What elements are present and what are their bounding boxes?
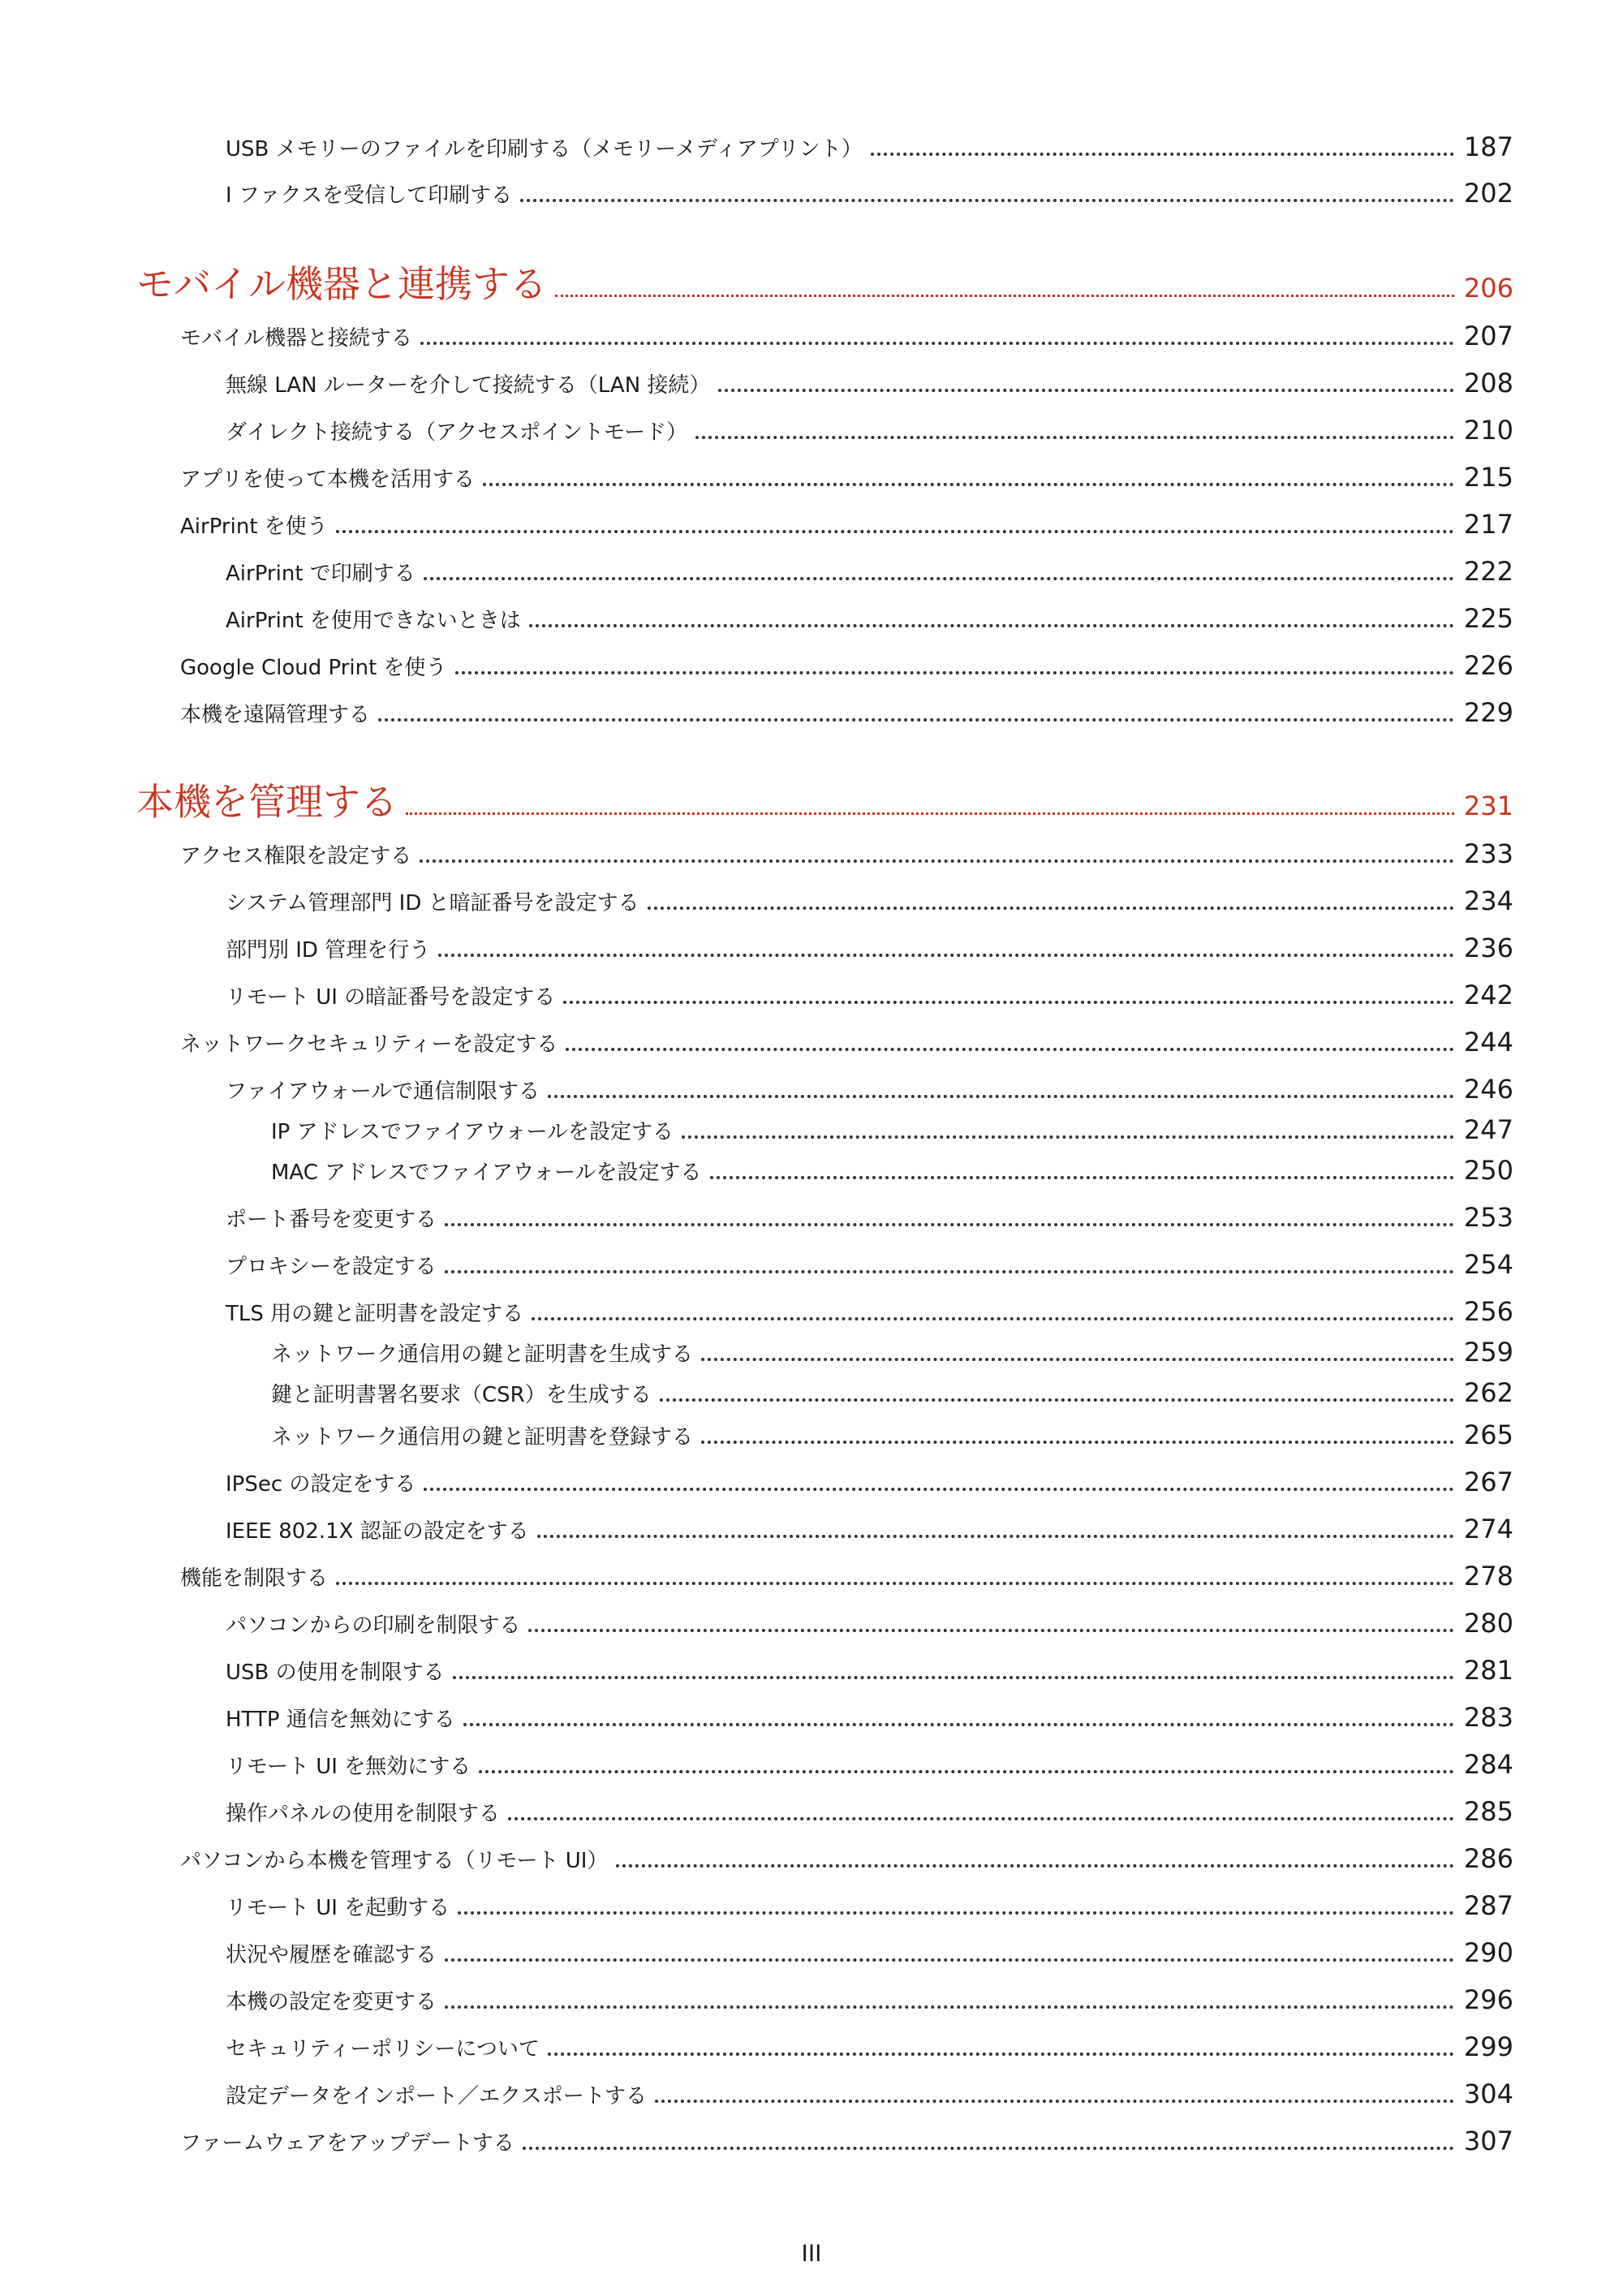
toc-entry[interactable] — [226, 1199, 1513, 1236]
toc-entry-page: 278 — [1463, 1561, 1513, 1592]
toc-entry-page: 242 — [1463, 980, 1513, 1010]
dot-leader — [483, 483, 1454, 486]
dot-leader — [479, 1770, 1454, 1773]
toc-entry-title: モバイル機器と接続する — [180, 326, 413, 351]
toc-entry[interactable] — [226, 1746, 1513, 1783]
toc-entry[interactable] — [226, 976, 1513, 1014]
toc-entry[interactable] — [271, 1112, 1513, 1148]
toc-entry-title: IP アドレスでファイアウォールを設定する — [271, 1120, 674, 1144]
toc-entry[interactable] — [226, 411, 1513, 449]
dot-leader — [563, 1001, 1454, 1004]
toc-entry[interactable] — [180, 835, 1513, 872]
toc-entry[interactable] — [226, 929, 1513, 967]
dot-leader — [682, 1135, 1454, 1139]
toc-entry-page: 246 — [1463, 1074, 1513, 1105]
toc-entry-title: USB メモリーのファイルを印刷する（メモリーメディアプリント） — [226, 137, 863, 162]
toc-entry-title: 機能を制限する — [180, 1566, 329, 1591]
toc-entry-page: 215 — [1463, 462, 1513, 493]
toc-entry[interactable] — [226, 2075, 1513, 2113]
dot-leader — [438, 954, 1454, 957]
toc-entry[interactable] — [271, 1152, 1513, 1188]
toc-entry-title: TLS 用の鍵と証明書を設定する — [226, 1302, 524, 1326]
dot-leader — [420, 859, 1454, 863]
dot-leader — [445, 1270, 1454, 1273]
toc-entry-title: ネットワーク通信用の鍵と証明書を登録する — [271, 1425, 694, 1450]
dot-leader — [523, 2147, 1454, 2150]
toc-entry-page: 280 — [1463, 1608, 1513, 1639]
toc-entry[interactable] — [180, 459, 1513, 496]
toc-entry-page: 256 — [1463, 1296, 1513, 1327]
toc-entry-title: AirPrint で印刷する — [226, 562, 415, 586]
dot-leader — [616, 1864, 1454, 1867]
toc-entry[interactable] — [226, 1463, 1513, 1501]
toc-entry[interactable] — [226, 1605, 1513, 1642]
toc-entry-page: 290 — [1463, 1937, 1513, 1968]
toc-entry[interactable] — [226, 174, 1513, 212]
dot-leader — [455, 671, 1454, 674]
toc-entry-page: 274 — [1463, 1514, 1513, 1544]
dot-leader — [378, 718, 1454, 722]
toc-entry-page: 304 — [1463, 2078, 1513, 2109]
toc-entry[interactable] — [180, 2122, 1513, 2160]
dot-leader — [529, 624, 1454, 627]
toc-entry-page: 206 — [1463, 273, 1513, 304]
dot-leader — [537, 1535, 1454, 1538]
toc-entry-page: 234 — [1463, 885, 1513, 916]
toc-entry-title: モバイル機器と連携する — [136, 262, 547, 306]
dot-leader — [336, 530, 1454, 533]
toc-entry-page: 187 — [1463, 131, 1513, 162]
dot-leader — [566, 1048, 1454, 1051]
toc-entry[interactable] — [226, 600, 1513, 637]
toc-entry-page: 226 — [1463, 650, 1513, 681]
toc-entry[interactable] — [226, 1510, 1513, 1548]
dot-leader — [336, 1582, 1454, 1585]
toc-entry-page: 286 — [1463, 1843, 1513, 1874]
dot-leader — [718, 389, 1453, 392]
toc-entry[interactable] — [226, 1699, 1513, 1736]
toc-entry[interactable] — [226, 1793, 1513, 1830]
dot-leader — [458, 1911, 1454, 1915]
toc-entry[interactable] — [180, 506, 1513, 543]
toc-entry[interactable] — [226, 882, 1513, 920]
toc-entry-title: 本機の設定を変更する — [226, 1990, 437, 2014]
toc-entry[interactable] — [226, 128, 1513, 166]
page-number: III — [801, 2240, 822, 2267]
toc-entry-title: 部門別 ID 管理を行う — [226, 938, 431, 963]
toc-entry-page: 287 — [1463, 1890, 1513, 1921]
dot-leader — [532, 1317, 1454, 1320]
dot-leader — [520, 199, 1454, 202]
toc-entry-title: Google Cloud Print を使う — [180, 656, 447, 680]
toc-entry-title: アクセス権限を設定する — [180, 844, 412, 868]
toc-entry-page: 222 — [1463, 556, 1513, 587]
dot-leader — [420, 342, 1454, 345]
toc-entry[interactable] — [180, 647, 1513, 684]
toc-entry-title: リモート UI を起動する — [226, 1896, 450, 1920]
toc-entry-title: セキュリティーポリシーについて — [226, 2037, 540, 2061]
dot-leader — [453, 1676, 1454, 1679]
toc-entry-page: 208 — [1463, 368, 1513, 398]
dot-leader — [445, 2005, 1454, 2009]
toc-entry[interactable] — [180, 1023, 1513, 1061]
dot-leader — [655, 2100, 1454, 2103]
dot-leader — [548, 1095, 1454, 1098]
toc-entry-page: 283 — [1463, 1702, 1513, 1733]
toc-entry-page: 262 — [1463, 1377, 1513, 1408]
toc-entry-title: ポート番号を変更する — [226, 1208, 437, 1232]
toc-entry[interactable] — [271, 1334, 1513, 1370]
toc-entry-title: ネットワーク通信用の鍵と証明書を生成する — [271, 1342, 694, 1367]
toc-entry-page: 210 — [1463, 415, 1513, 446]
toc-entry-page: 202 — [1463, 178, 1513, 209]
toc-entry-title: システム管理部門 ID と暗証番号を設定する — [226, 891, 639, 915]
toc-entry-title: 本機を管理する — [136, 780, 398, 824]
toc-entry[interactable] — [271, 1375, 1513, 1411]
toc-entry-page: 231 — [1463, 790, 1513, 821]
toc-entry-title: 状況や履歴を確認する — [226, 1943, 437, 1967]
toc-entry-page: 250 — [1463, 1155, 1513, 1186]
toc-entry-title: AirPrint を使う — [180, 515, 328, 539]
toc-entry[interactable] — [226, 1652, 1513, 1689]
toc-entry-title: プロキシーを設定する — [226, 1255, 437, 1279]
toc-entry-title: ネットワークセキュリティーを設定する — [180, 1032, 558, 1057]
toc-entry-title: 設定データをインポート／エクスポートする — [226, 2084, 647, 2109]
dot-leader — [701, 1358, 1454, 1361]
toc-entry[interactable] — [226, 364, 1513, 402]
toc-entry-page: 259 — [1463, 1337, 1513, 1368]
toc-entry-page: 284 — [1463, 1749, 1513, 1780]
dot-leader — [528, 1629, 1453, 1632]
toc-entry-title: パソコンからの印刷を制限する — [226, 1613, 521, 1638]
toc-chapter-heading[interactable] — [136, 256, 1513, 312]
toc-entry-page: 254 — [1463, 1249, 1513, 1280]
toc-chapter-heading[interactable] — [136, 773, 1513, 830]
toc-entry[interactable] — [226, 1934, 1513, 1971]
dot-leader — [871, 153, 1454, 156]
toc-entry-page: 299 — [1463, 2031, 1513, 2062]
toc-entry[interactable] — [226, 1293, 1513, 1330]
dot-leader — [548, 2053, 1454, 2056]
dot-leader — [710, 1176, 1454, 1179]
toc-entry-title: ファームウェアをアップデートする — [180, 2131, 514, 2156]
dot-leader — [463, 1723, 1454, 1726]
toc-entry[interactable] — [180, 317, 1513, 355]
toc-entry-page: 285 — [1463, 1796, 1513, 1827]
toc-entry[interactable] — [226, 1887, 1513, 1924]
toc-entry-page: 247 — [1463, 1114, 1513, 1145]
dot-leader — [424, 577, 1454, 580]
toc-entry-title: ダイレクト接続する（アクセスポイントモード） — [226, 420, 688, 445]
dot-leader — [660, 1398, 1454, 1402]
toc-entry-title: パソコンから本機を管理する（リモート UI） — [180, 1849, 609, 1873]
toc-entry-title: USB の使用を制限する — [226, 1661, 445, 1685]
dot-leader — [695, 436, 1454, 439]
toc-entry-title: HTTP 通信を無効にする — [226, 1708, 455, 1732]
toc-entry-page: 265 — [1463, 1419, 1513, 1450]
dot-leader — [424, 1488, 1454, 1491]
toc-entry-page: 217 — [1463, 509, 1513, 540]
toc-entry-title: 無線 LAN ルーターを介して接続する（LAN 接続） — [226, 373, 711, 398]
toc-entry-page: 225 — [1463, 603, 1513, 634]
toc-entry[interactable] — [226, 553, 1513, 590]
dot-leader — [445, 1958, 1454, 1962]
toc-entry[interactable] — [226, 1981, 1513, 2018]
toc-entry-page: 267 — [1463, 1467, 1513, 1497]
toc-entry-title: 本機を遠隔管理する — [180, 703, 371, 727]
toc-entry-title: IEEE 802.1X 認証の設定をする — [226, 1519, 529, 1544]
toc-entry-page: 236 — [1463, 933, 1513, 963]
toc-entry-title: アプリを使って本機を活用する — [180, 467, 475, 492]
toc-entry-title: 鍵と証明書署名要求（CSR）を生成する — [271, 1383, 652, 1407]
toc-entry-title: リモート UI を無効にする — [226, 1755, 471, 1779]
dot-leader — [445, 1223, 1454, 1226]
toc-entry-title: ファイアウォールで通信制限する — [226, 1079, 540, 1104]
toc-entry-title: リモート UI の暗証番号を設定する — [226, 985, 556, 1010]
toc-entry[interactable] — [226, 2028, 1513, 2066]
toc-entry[interactable] — [180, 1557, 1513, 1595]
toc-entry[interactable] — [226, 1070, 1513, 1108]
toc-entry[interactable] — [271, 1417, 1513, 1453]
toc-entry[interactable] — [180, 1840, 1513, 1877]
toc-entry-page: 296 — [1463, 1984, 1513, 2015]
toc-entry-page: 281 — [1463, 1655, 1513, 1686]
toc-entry-title: AirPrint を使用できないときは — [226, 609, 521, 633]
dot-leader — [648, 907, 1454, 910]
toc-entry-page: 253 — [1463, 1202, 1513, 1233]
toc-entry-page: 207 — [1463, 321, 1513, 351]
toc-entry[interactable] — [180, 694, 1513, 731]
dot-leader — [701, 1441, 1454, 1444]
toc-entry[interactable] — [226, 1246, 1513, 1283]
toc-entry-page: 229 — [1463, 697, 1513, 728]
toc-entry-title: 操作パネルの使用を制限する — [226, 1802, 501, 1826]
dot-leader — [508, 1817, 1454, 1820]
toc-entry-page: 307 — [1463, 2126, 1513, 2156]
toc-entry-page: 244 — [1463, 1027, 1513, 1058]
toc-entry-page: 233 — [1463, 838, 1513, 869]
toc-entry-title: I ファクスを受信して印刷する — [226, 183, 513, 208]
toc-entry-title: MAC アドレスでファイアウォールを設定する — [271, 1161, 702, 1185]
dot-leader — [406, 812, 1454, 815]
dot-leader — [555, 295, 1454, 297]
toc-entry-title: IPSec の設定をする — [226, 1472, 416, 1497]
